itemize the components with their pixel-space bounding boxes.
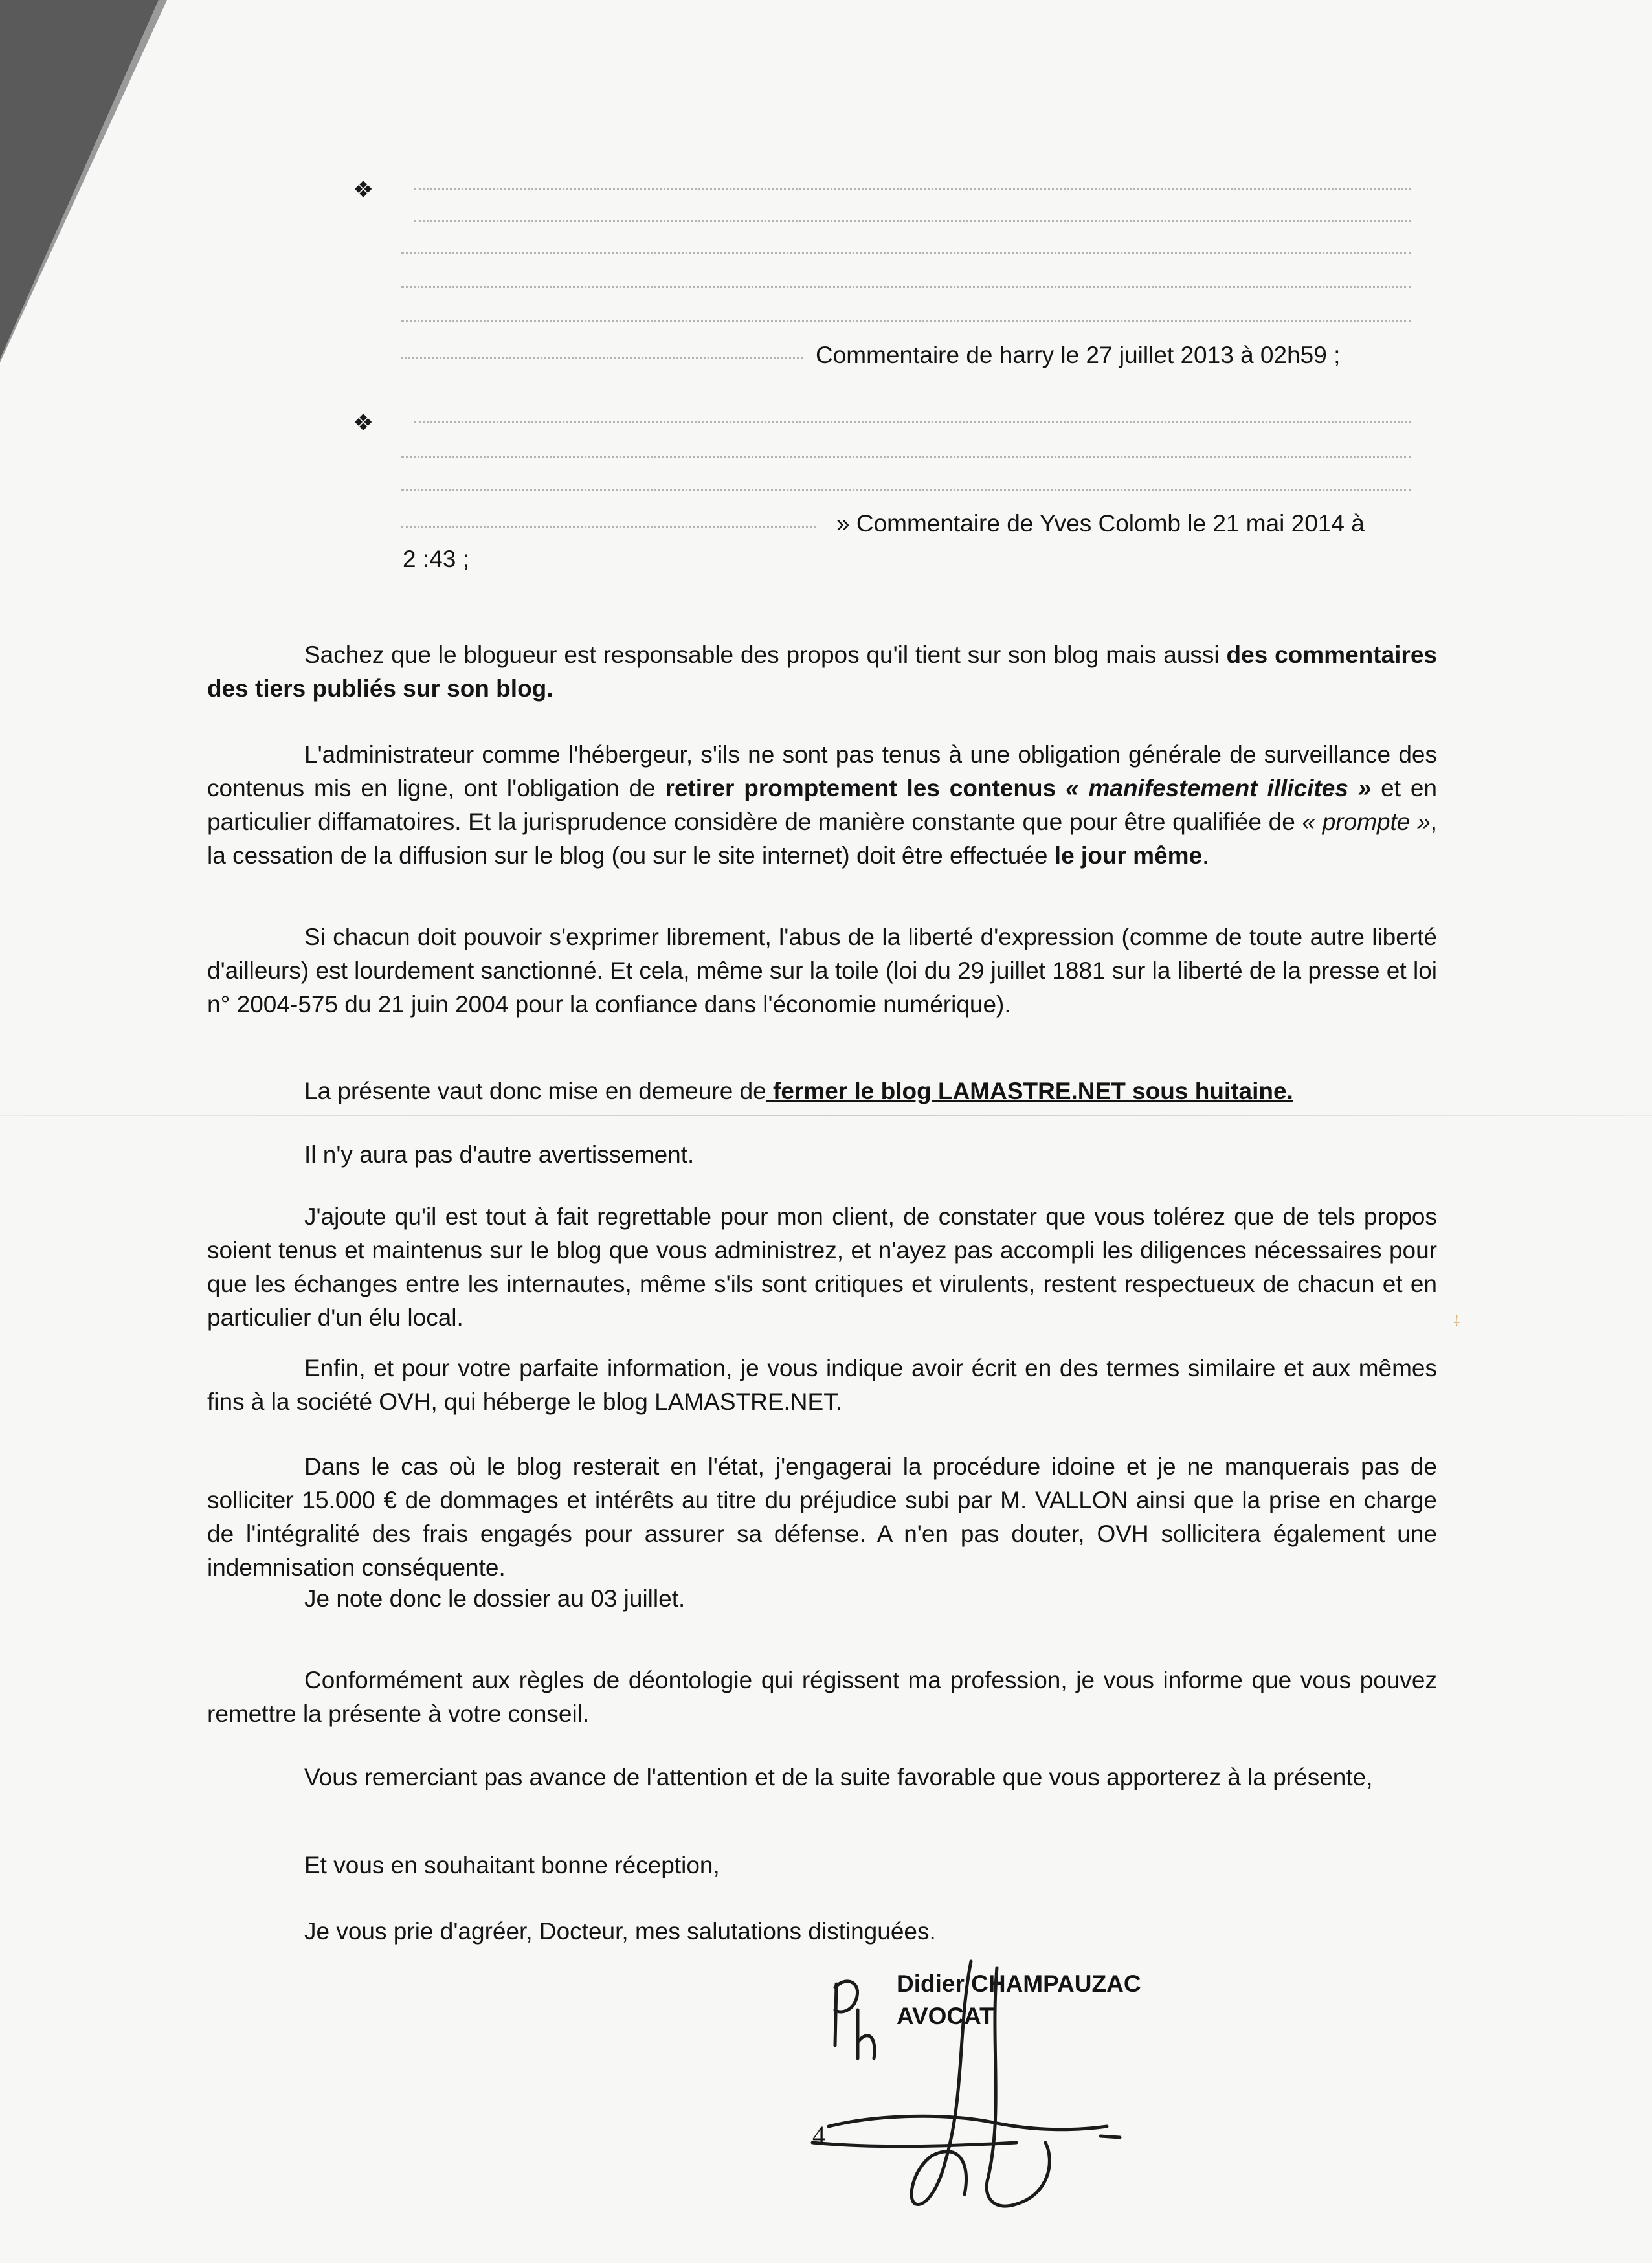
paragraph-responsibility: Sachez que le blogueur est responsable des propos qu'il tient sur son blog mais aussi des commentaires des tiers publiés sur son blog. — [207, 641, 1437, 702]
comment-attribution-2-continued: 2 :43 ; — [403, 546, 469, 572]
paragraph-no-warning: Il n'y aura pas d'autre avertissement. — [304, 1141, 695, 1168]
bullet-icon: ❖ — [353, 176, 374, 203]
scan-corner-shadow — [0, 0, 168, 362]
paragraph-deadline: Je note donc le dossier au 03 juillet. — [304, 1585, 686, 1612]
comment-attribution-2: » Commentaire de Yves Colomb le 21 mai 2014 à — [836, 510, 1365, 537]
paragraph-salutation: Je vous prie d'agréer, Docteur, mes salutations distinguées. — [304, 1918, 936, 1945]
comment-attribution-1: Commentaire de harry le 27 juillet 2013 à 02h59 ; — [816, 342, 1341, 368]
paragraph-formal-notice: La présente vaut donc mise en demeure de fermer le blog LAMASTRE.NET sous huitaine. — [304, 1078, 1293, 1104]
paragraph-damages: Dans le cas où le blog resterait en l'état, j'engagerai la procédure idoine et je ne manquerais pas de solliciter 15.000 € de dommages et intérêts au titre du préjudice subi par M. VALLON ainsi que la prise en charge de l'intégralité des frais engagés pour assurer sa défense. A n'en pas douter, OVH sollicitera également une indemnisation conséquente. — [207, 1453, 1437, 1581]
page-number: 4 — [812, 2121, 825, 2150]
paragraph-thanks: Vous remerciant pas avance de l'attention et de la suite favorable que vous apporterez à la présente, — [304, 1764, 1373, 1790]
paragraph-regret: J'ajoute qu'il est tout à fait regrettable pour mon client, de constater que vous tolérez que de tels propos soient tenus et maintenus sur le blog que vous administrez, et n'ayez pas accompli les diligences nécessaires pour que les échanges entre les internautes, même s'ils sont critiques et virulents, restent respectueux de chacun et en particulier d'un élu local. — [207, 1203, 1437, 1331]
paragraph-deontology: Conformément aux règles de déontologie qui régissent ma profession, je vous informe que vous pouvez remettre la présente à votre conseil. — [207, 1667, 1437, 1727]
ink-speck: ⸸ — [1453, 1313, 1460, 1329]
paragraph-liberty: Si chacun doit pouvoir s'exprimer librement, l'abus de la liberté d'expression (comme de toute autre liberté d'ailleurs) est lourdement sanctionné. Et cela, même sur la toile (loi du 29 juillet 1881 sur la liberté de la presse et loi n° 2004-575 du 21 juin 2004 pour la confiance dans l'économie numérique). — [207, 924, 1437, 1018]
signatory-title: AVOCAT — [897, 2003, 994, 2029]
bullet-icon: ❖ — [353, 409, 374, 436]
paragraph-obligation: L'administrateur comme l'hébergeur, s'ils ne sont pas tenus à une obligation générale de surveillance des contenus mis en ligne, ont l'obligation de retirer promptement les contenus « manifestement illicites » et en particulier diffamatoires. Et la jurisprudence considère de manière constante que pour être qualifiée de « prompte », la cessation de la diffusion sur le blog (ou sur le site internet) doit être effectuée le jour même. — [207, 741, 1437, 869]
signatory-name: Didier CHAMPAUZAC — [897, 1970, 1141, 1997]
paragraph-reception: Et vous en souhaitant bonne réception, — [304, 1852, 720, 1878]
paper-fold-line — [0, 1115, 1652, 1116]
paragraph-ovh: Enfin, et pour votre parfaite information, je vous indique avoir écrit en des termes similaire et aux mêmes fins à la société OVH, qui héberge le blog LAMASTRE.NET. — [207, 1355, 1437, 1415]
handwritten-signature — [803, 1948, 1139, 2220]
